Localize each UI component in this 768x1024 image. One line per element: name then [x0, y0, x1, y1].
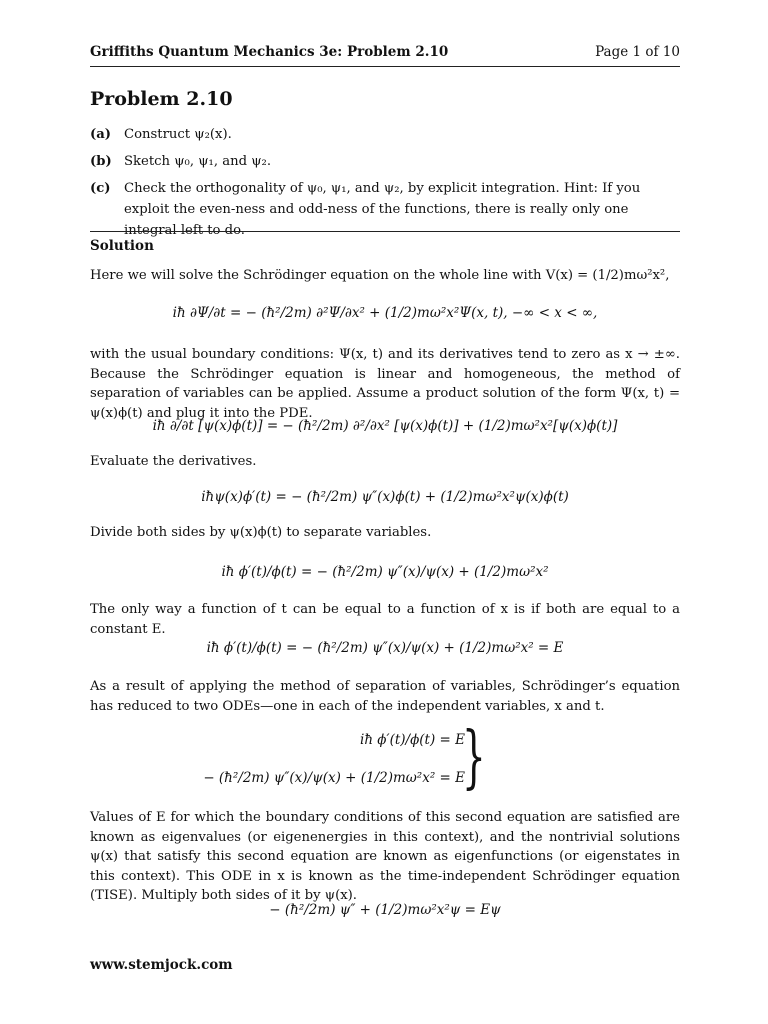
ode-system	[90, 718, 680, 800]
section-rule	[90, 231, 680, 232]
solution-heading: Solution	[90, 238, 154, 254]
equation-product-substitution: iħ ∂/∂t [ψ(x)ϕ(t)] = − (ħ²/2m) ∂²/∂x² [ψ(x)ϕ(t)] + (1/2)mω²x²[ψ(x)ϕ(t)]	[152, 418, 618, 434]
footer-url: www.stemjock.com	[90, 957, 233, 973]
solution-paragraph-7: Values of E for which the boundary conditions of this second equation are satisfied are known as eigenvalues (or eigenenergies in this context), and the nontrivial solutions ψ(x) that satisfy this second equation are known as eigenfunctions (or eigenstates in this context). This ODE in x is known as the time-independent Schrödinger equation (TISE). Multiply both sides of it by ψ(x).	[90, 810, 680, 903]
equation-separation-constant: iħ ϕ′(t)/ϕ(t) = − (ħ²/2m) ψ″(x)/ψ(x) + (1/2)mω²x² = E	[206, 640, 564, 656]
ode-space: − (ħ²/2m) ψ″(x)/ψ(x) + (1/2)mω²x² = E	[203, 770, 465, 786]
part-text: Check the orthogonality of ψ₀, ψ₁, and ψ₂, by explicit integration. Hint: If you exploit the even-ness and odd-ness of the functions, there is really only one integral left to do.	[124, 181, 641, 238]
header-title: Griffiths Quantum Mechanics 3e: Problem 2.10	[90, 44, 449, 60]
solution-paragraph-3: Evaluate the derivatives.	[90, 454, 257, 469]
part-label: (c)	[90, 181, 111, 196]
part-text: Sketch ψ₀, ψ₁, and ψ₂.	[124, 154, 272, 169]
part-label: (b)	[90, 154, 112, 169]
solution-paragraph-2: with the usual boundary conditions: Ψ(x, t) and its derivatives tend to zero as x → ±∞. Because the Schrödinger equation is linear and homogeneous, the method of separation of variables can be applied. Assume a product solution of the form Ψ(x, t) = ψ(x)ϕ(t) and plug it into the PDE.	[90, 347, 680, 421]
solution-paragraph-6: As a result of applying the method of separation of variables, Schrödinger’s equation has reduced to two ODEs—one in each of the independent variables, x and t.	[90, 679, 680, 714]
right-brace: }	[462, 718, 486, 797]
problem-parts	[90, 124, 680, 247]
equation-derivatives: iħψ(x)ϕ′(t) = − (ħ²/2m) ψ″(x)ϕ(t) + (1/2)mω²x²ψ(x)ϕ(t)	[201, 489, 569, 505]
part-label: (a)	[90, 127, 112, 142]
problem-title: Problem 2.10	[90, 88, 233, 110]
solution-paragraph-4: Divide both sides by ψ(x)ϕ(t) to separate variables.	[90, 525, 432, 540]
page-header	[90, 44, 680, 60]
ode-time: iħ ϕ′(t)/ϕ(t) = E	[360, 732, 465, 748]
part-text: Construct ψ₂(x).	[124, 127, 232, 142]
solution-paragraph-5: The only way a function of t can be equal to a function of x is if both are equal to a constant E.	[90, 602, 680, 637]
header-rule	[90, 66, 680, 67]
problem-part-b	[90, 151, 680, 172]
problem-part-a	[90, 124, 680, 145]
equation-schrodinger: iħ ∂Ψ/∂t = − (ħ²/2m) ∂²Ψ/∂x² + (1/2)mω²x²Ψ(x, t), −∞ < x < ∞,	[172, 305, 598, 321]
solution-paragraph-1: Here we will solve the Schrödinger equation on the whole line with V(x) = (1/2)mω²x²,	[90, 268, 670, 283]
equation-separated: iħ ϕ′(t)/ϕ(t) = − (ħ²/2m) ψ″(x)/ψ(x) + (1/2)mω²x²	[221, 564, 549, 580]
equation-tise: − (ħ²/2m) ψ″ + (1/2)mω²x²ψ = Eψ	[269, 902, 501, 918]
page-number: Page 1 of 10	[595, 44, 680, 60]
